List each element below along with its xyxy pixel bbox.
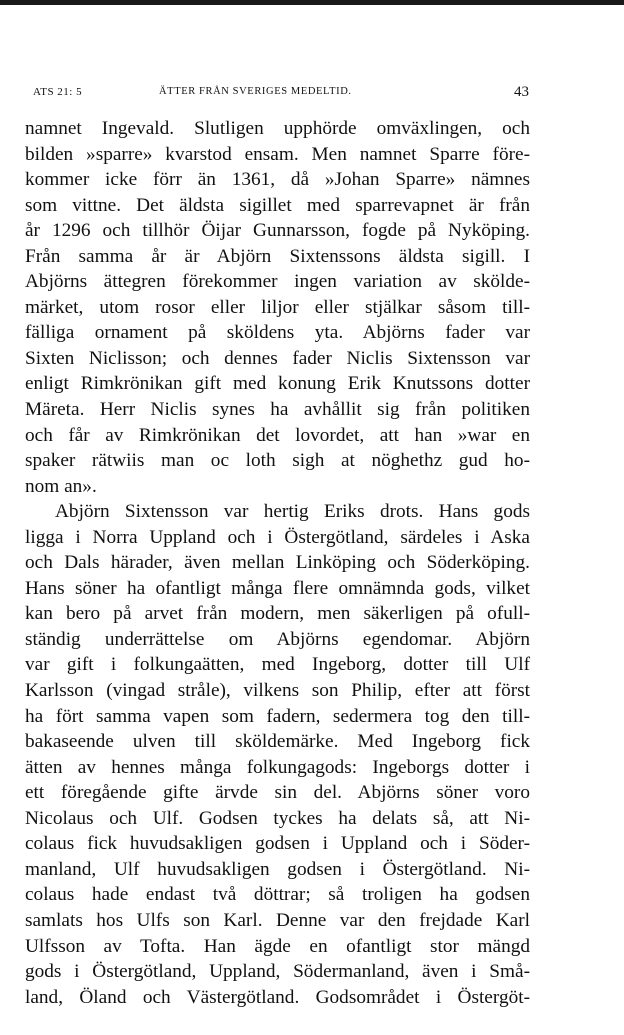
text-line: märket, utom rosor eller liljor eller stjälkar såsom till- bbox=[25, 296, 530, 318]
text-line: Abjörns ättegren förekommer ingen variation av skölde- bbox=[25, 271, 530, 293]
paragraph-2 bbox=[25, 499, 530, 1010]
text-line: Nicolaus och Ulf. Godsen tyckes ha delats så, att Ni- bbox=[25, 807, 530, 829]
text-line: år 1296 och tillhör Öijar Gunnarsson, fogde på Nyköping. bbox=[25, 220, 530, 242]
text-line: ett föregående gifte ärvde sin del. Abjörns söner voro bbox=[25, 782, 530, 804]
text-line: bilden »sparre» kvarstod ensam. Men namnet Sparre före- bbox=[25, 143, 530, 165]
text-line: kommer icke förr än 1361, då »Johan Sparre» nämnes bbox=[25, 169, 530, 191]
text-line: bakaseende ulven till sköldemärke. Med Ingeborg fick bbox=[25, 731, 530, 753]
text-line: colaus fick huvudsakligen godsen i Uppland och i Söder- bbox=[25, 833, 530, 855]
text-line: kan bero på arvet från modern, men säkerligen på ofull- bbox=[25, 603, 530, 625]
text-line: Sixten Niclisson; och dennes fader Niclis Sixtensson var bbox=[25, 347, 530, 369]
text-line: Från samma år är Abjörn Sixtenssons äldsta sigill. I bbox=[25, 245, 530, 267]
text-line: var gift i folkungaätten, med Ingeborg, dotter till Ulf bbox=[25, 654, 530, 676]
text-line: gods i Östergötland, Uppland, Södermanland, även i Små- bbox=[25, 961, 530, 983]
page-number: 43 bbox=[514, 84, 529, 100]
text-line: och Dals härader, även mellan Linköping och Söderköping. bbox=[25, 552, 530, 574]
text-line: manland, Ulf huvudsakligen godsen i Östergötland. Ni- bbox=[25, 858, 530, 880]
running-title: ÄTTER FRÅN SVERIGES MEDELTID. bbox=[159, 86, 352, 97]
text-line: Hans söner ha ofantligt många flere omnämnda gods, vilket bbox=[25, 577, 530, 599]
text-line: samlats hos Ulfs son Karl. Denne var den frejdade Karl bbox=[25, 909, 530, 931]
text-line: enligt Rimkrönikan gift med konung Erik Knutssons dotter bbox=[25, 373, 530, 395]
text-line: ha fört samma vapen som fadern, sedermera tog den till- bbox=[25, 705, 530, 727]
text-line: och får av Rimkrönikan det lovordet, att han »war en bbox=[25, 424, 530, 446]
text-line: ständig underrättelse om Abjörns egendomar. Abjörn bbox=[25, 628, 530, 650]
text-line: fälliga ornament på sköldens yta. Abjörns fader var bbox=[25, 322, 530, 344]
signature-mark: ATS 21: 5 bbox=[33, 86, 83, 98]
text-line: Karlsson (vingad stråle), vilkens son Philip, efter att först bbox=[25, 680, 530, 702]
text-line: ätten av hennes många folkungagods: Ingeborgs dotter i bbox=[25, 756, 530, 778]
text-line: namnet Ingevald. Slutligen upphörde omväxlingen, och bbox=[25, 118, 530, 139]
paragraph-1 bbox=[25, 116, 530, 499]
text-line: land, Öland och Västergötland. Godsområdet i Östergöt- bbox=[25, 986, 530, 1008]
page-header bbox=[33, 84, 529, 104]
text-line: Ulfsson av Tofta. Han ägde en ofantligt stor mängd bbox=[25, 935, 530, 957]
top-rule bbox=[0, 0, 624, 5]
text-line: nom an». bbox=[25, 475, 97, 497]
text-line: Märeta. Herr Niclis synes ha avhållit sig från politiken bbox=[25, 399, 530, 421]
text-line: Abjörn Sixtensson var hertig Eriks drots. Hans gods bbox=[55, 501, 530, 523]
body-text bbox=[25, 116, 530, 1010]
text-line: colaus hade endast två döttrar; så troligen ha godsen bbox=[25, 884, 530, 906]
text-line: som vittne. Det äldsta sigillet med sparrevapnet är från bbox=[25, 194, 530, 216]
text-line: spaker rätwiis man oc loth sigh at nöghethz gud ho- bbox=[25, 450, 530, 472]
text-line: ligga i Norra Uppland och i Östergötland, särdeles i Aska bbox=[25, 526, 530, 548]
